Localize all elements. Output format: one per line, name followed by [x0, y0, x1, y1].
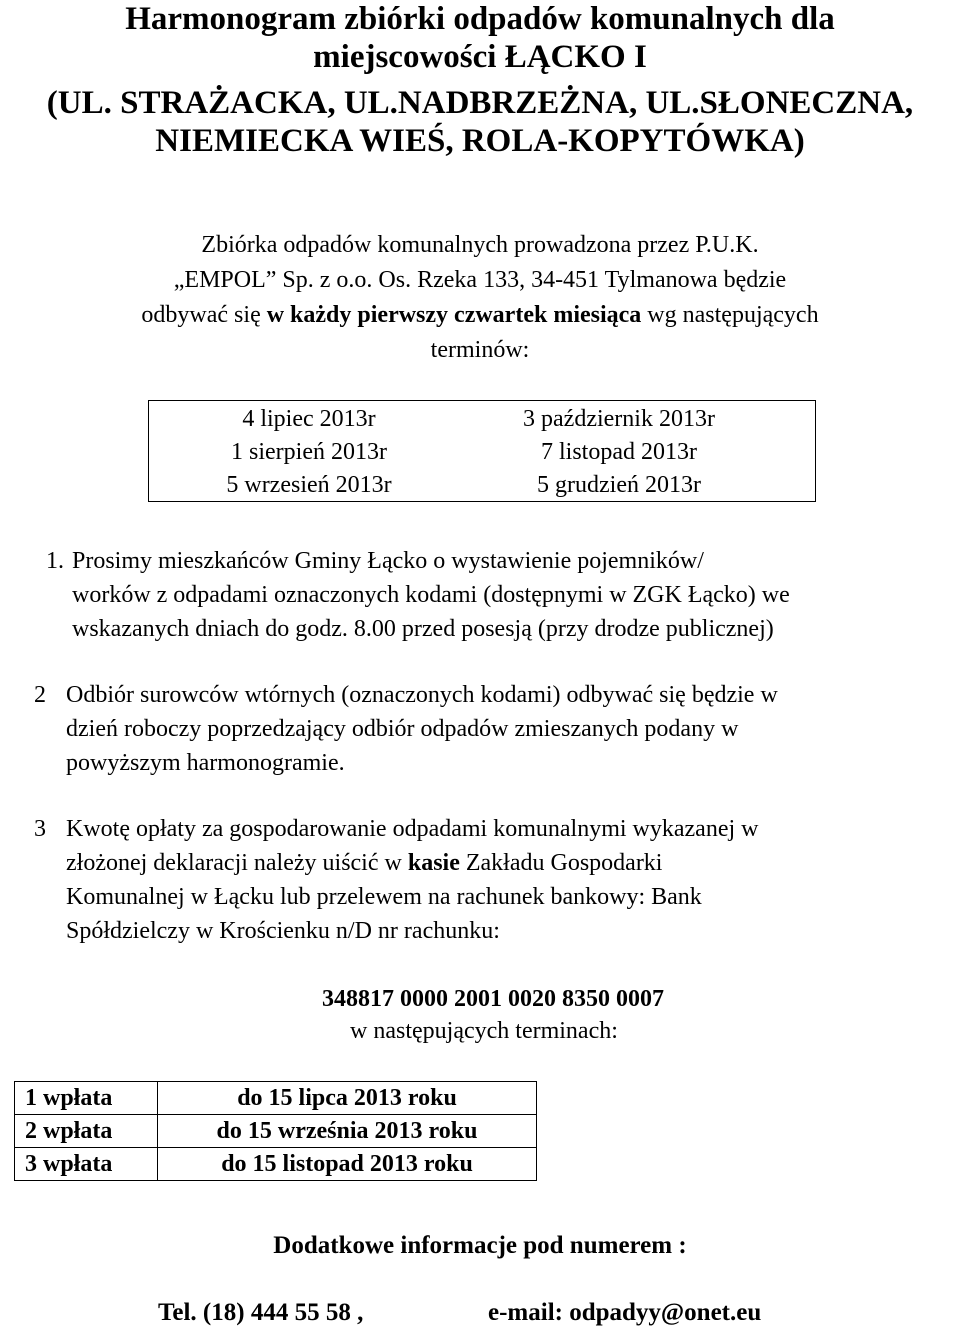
paragraph-3: Kwotę opłaty za gospodarowanie odpadami komunalnymi wykazanej w złożonej deklaracji należy uiścić w kasie Zakładu Gospodarki Komunalnej w Łącku lub przelewem na rachunek bankowy: Bank Spółdzielczy w Krościenku n/D nr rachunku: — [66, 816, 759, 944]
contact-email: e-mail: odpadyy@onet.eu — [488, 1299, 762, 1326]
payment-deadline: do 15 września 2013 roku — [158, 1115, 537, 1148]
schedule-date: 1 sierpień 2013r — [231, 439, 387, 465]
more-info-heading: Dodatkowe informacje pod numerem : — [273, 1232, 687, 1259]
table-row — [15, 1082, 537, 1115]
title-line-2: miejscowości ŁĄCKO I — [313, 39, 647, 75]
title-line-3: (UL. STRAŻACKA, UL.NADBRZEŻNA, UL.SŁONECZNA, — [46, 85, 914, 121]
paragraph-2: Odbiór surowców wtórnych (oznaczonych kodami) odbywać się będzie w dzień roboczy poprzedzający odbiór odpadów zmieszanych podany w powyższym harmonogramie. — [66, 682, 778, 776]
title-line-1: Harmonogram zbiórki odpadów komunalnych dla — [125, 1, 835, 37]
schedule-right-column — [449, 403, 789, 502]
paragraph-1-number: 1. — [46, 548, 64, 574]
schedule-date: 7 listopad 2013r — [541, 439, 697, 465]
payment-terms-label: w następujących terminach: — [350, 1018, 618, 1044]
intro-line-1: Zbiórka odpadów komunalnych prowadzona przez P.U.K. — [201, 232, 759, 258]
intro-line-2: „EMPOL” Sp. z o.o. Os. Rzeka 133, 34-451 Tylmanowa będzie — [173, 267, 787, 293]
schedule-date: 5 grudzień 2013r — [537, 472, 701, 498]
schedule-date: 3 październik 2013r — [523, 406, 715, 432]
schedule-date: 4 lipiec 2013r — [242, 406, 376, 432]
payment-schedule-table — [14, 1081, 537, 1181]
bank-account-number: 348817 0000 2001 0020 8350 0007 — [322, 986, 664, 1012]
paragraph-2-number: 2 — [34, 682, 46, 708]
schedule-left-column — [189, 403, 429, 502]
cash-desk-emphasis: kasie — [407, 850, 460, 876]
table-row — [15, 1115, 537, 1148]
intro-line-4: terminów: — [430, 337, 530, 363]
title-line-4: NIEMIECKA WIEŚ, ROLA-KOPYTÓWKA) — [155, 123, 805, 159]
payment-label: 1 wpłata — [15, 1082, 158, 1115]
paragraph-1: Prosimy mieszkańców Gminy Łącko o wystawienie pojemników/ worków z odpadami oznaczonych kodami (dostępnymi w ZGK Łącko) we wskazanych dniach do godz. 8.00 przed posesją (przy drodze publicznej) — [72, 548, 790, 642]
payment-label: 3 wpłata — [15, 1148, 158, 1181]
payment-deadline: do 15 listopad 2013 roku — [158, 1148, 537, 1181]
collection-day-emphasis: w każdy pierwszy czwartek miesiąca — [266, 302, 642, 328]
intro-paragraph — [0, 228, 960, 368]
payment-deadline: do 15 lipca 2013 roku — [158, 1082, 537, 1115]
schedule-date: 5 wrzesień 2013r — [226, 472, 392, 498]
collection-schedule-box — [148, 400, 816, 502]
paragraph-3-number: 3 — [34, 816, 46, 842]
payment-label: 2 wpłata — [15, 1115, 158, 1148]
contact-phone: Tel. (18) 444 55 58 , — [158, 1299, 364, 1326]
table-row — [15, 1148, 537, 1181]
intro-line-3: odbywać się w każdy pierwszy czwartek miesiąca wg następujących — [141, 302, 819, 328]
